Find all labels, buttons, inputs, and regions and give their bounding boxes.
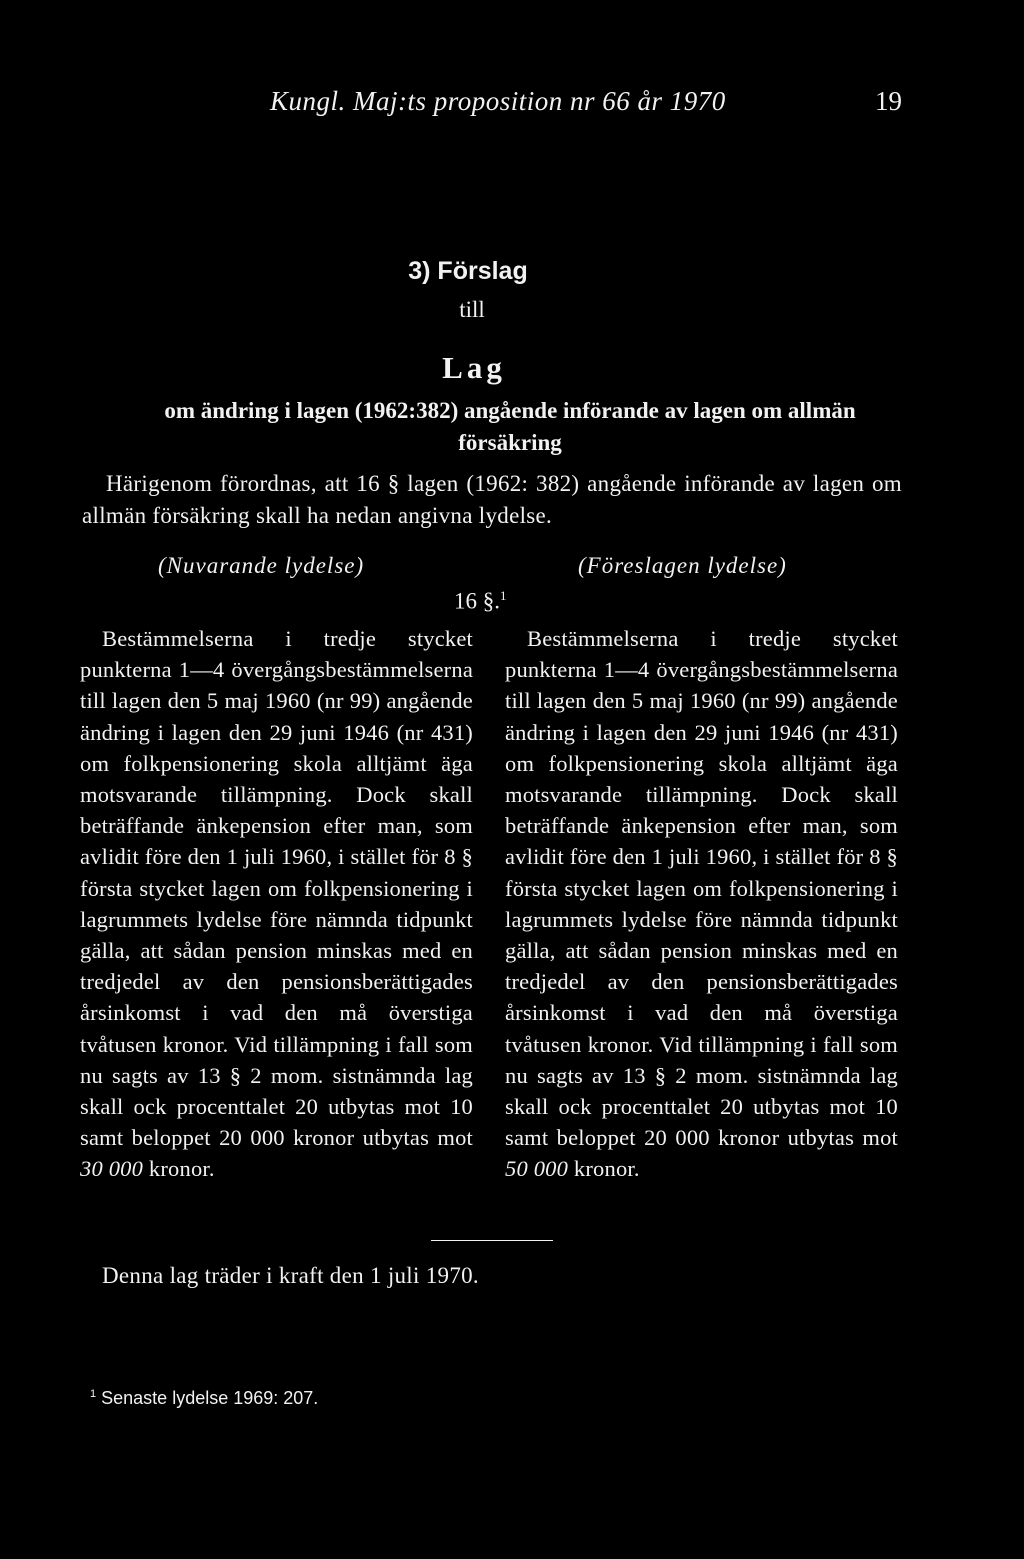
current-amount-suffix: kronor. bbox=[148, 1156, 215, 1182]
proposed-wording-text bbox=[505, 623, 898, 1185]
running-header: Kungl. Maj:ts proposition nr 66 år 1970 bbox=[270, 86, 726, 116]
heading-lag: Lag bbox=[442, 350, 506, 385]
footnote bbox=[90, 1388, 318, 1409]
current-wording-body: Bestämmelserna i tredje stycket punkterna 1—4 övergångsbestämmelserna till lagen den 5 maj 1960 (nr 99) angående ändring i lagen den 29 juni 1946 (nr 431) om folkpensionering skola alltjämt äga motsvarande tillämpning. Dock skall beträffande änkepension efter man, som avlidit före den 1 juli 1960, i stället för 8 § första stycket lagen om folkpensionering i lagrummets lydelse före nämnda tidpunkt gälla, att sådan pension minskas med en tredjedel av den pensionsberättigades årsinkomst i vad den må överstiga tvåtusen kronor. Vid tillämpning i fall som nu sagts av 13 § 2 mom. sistnämnda lag skall ock procenttalet 20 utbytas mot 10 samt beloppet 20 000 kronor utbytas mot bbox=[80, 626, 473, 1151]
page-number: 19 bbox=[875, 86, 902, 116]
footnote-text: Senaste lydelse 1969: 207. bbox=[101, 1388, 319, 1408]
section-number bbox=[454, 588, 507, 615]
heading-till: till bbox=[459, 297, 485, 322]
section-divider bbox=[431, 1240, 553, 1241]
proposed-amount-suffix: kronor. bbox=[573, 1156, 640, 1182]
section-label: 16 §. bbox=[454, 588, 500, 614]
effective-date-clause: Denna lag träder i kraft den 1 juli 1970. bbox=[102, 1263, 479, 1288]
intro-paragraph: Härigenom förordnas, att 16 § lagen (1962: 382) angående införande av lagen om allmän försäkring skall ha nedan angivna lydelse. bbox=[82, 471, 902, 528]
footnote-marker: 1 bbox=[90, 1388, 97, 1400]
law-subtitle: om ändring i lagen (1962:382) angående införande av lagen om allmän försäkring bbox=[164, 398, 856, 455]
footnote-reference: 1 bbox=[500, 588, 507, 603]
current-wording-heading: (Nuvarande lydelse) bbox=[158, 553, 365, 578]
proposed-amount: 50 000 bbox=[505, 1156, 569, 1182]
bill-number: 3) Förslag bbox=[408, 257, 528, 285]
current-amount: 30 000 bbox=[80, 1156, 144, 1182]
current-wording-text bbox=[80, 623, 473, 1185]
proposed-wording-heading: (Föreslagen lydelse) bbox=[578, 553, 787, 578]
proposed-wording-body: Bestämmelserna i tredje stycket punkterna 1—4 övergångsbestämmelserna till lagen den 5 maj 1960 (nr 99) angående ändring i lagen den 29 juni 1946 (nr 431) om folkpensionering skola alltjämt äga motsvarande tillämpning. Dock skall beträffande änkepension efter man, som avlidit före den 1 juli 1960, i stället för 8 § första stycket lagen om folkpensionering i lagrummets lydelse före nämnda tidpunkt gälla, att sådan pension minskas med en tredjedel av den pensionsberättigades årsinkomst i vad den må överstiga tvåtusen kronor. Vid tillämpning i fall som nu sagts av 13 § 2 mom. sistnämnda lag skall ock procenttalet 20 utbytas mot 10 samt beloppet 20 000 kronor utbytas mot bbox=[505, 626, 898, 1151]
